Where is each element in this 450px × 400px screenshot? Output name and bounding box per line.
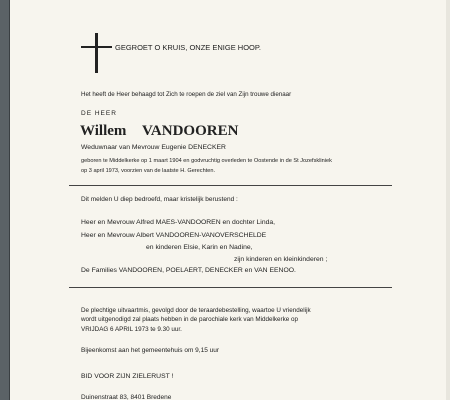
funeral-line-1: De plechtige uitvaartmis, gevolgd door de teraardebestelling, waartoe U vriendelijk bbox=[81, 307, 311, 314]
family-line-3: zijn kinderen en kleinkinderen ; bbox=[234, 256, 328, 263]
motto: GEGROET O KRUIS, ONZE ENIGE HOOP. bbox=[115, 43, 262, 52]
deceased-first-name: Willem bbox=[80, 123, 127, 139]
paper-edge bbox=[446, 0, 450, 400]
family-line-2: Heer en Mevrouw Albert VANDOOREN-VANOVERSCHELDE bbox=[81, 232, 267, 239]
divider-bottom bbox=[69, 287, 392, 288]
memorial-card bbox=[10, 0, 446, 400]
family-line-2b: en kinderen Elsie, Karin en Nadine, bbox=[146, 244, 253, 251]
birth-death-line-2: op 3 april 1973, voorzien van de laatste H. Gerechten. bbox=[81, 168, 216, 174]
widower-line: Weduwnaar van Mevrouw Eugenie DENECKER bbox=[81, 144, 226, 151]
funeral-line-2: wordt uitgenodigd zal plaats hebben in de parochiale kerk van Middelkerke op bbox=[81, 316, 299, 323]
address-line: Duinenstraat 83, 8401 Bredene bbox=[81, 394, 172, 400]
birth-death-line-1: geboren te Middelkerke op 1 maart 1904 en godvruchtig overleden te Oostende in de St Jozefskliniek bbox=[81, 158, 332, 164]
intro-text: Het heeft de Heer behaagd tot Zich te roepen de ziel van Zijn trouwe dienaar bbox=[81, 91, 292, 98]
title-prefix: DE HEER bbox=[81, 110, 117, 117]
deceased-last-name: VANDOOREN bbox=[142, 123, 239, 139]
family-line-4: De Families VANDOOREN, POELAERT, DENECKER en VAN EENOO. bbox=[81, 267, 296, 274]
funeral-line-3: VRIJDAG 6 APRIL 1973 te 9.30 uur. bbox=[81, 326, 182, 333]
prayer-line: BID VOOR ZIJN ZIELERUST ! bbox=[81, 373, 174, 380]
gathering-line: Bijeenkomst aan het gemeentehuis om 9,15 uur bbox=[81, 347, 220, 354]
divider-top bbox=[69, 185, 392, 186]
cross-icon-horizontal bbox=[81, 46, 112, 48]
family-line-1: Heer en Mevrouw Alfred MAES-VANDOOREN en dochter Linda, bbox=[81, 219, 276, 226]
announcement: Dit melden U diep bedroefd, maar kristelijk berustend : bbox=[81, 196, 238, 203]
cross-icon-vertical bbox=[95, 33, 98, 73]
